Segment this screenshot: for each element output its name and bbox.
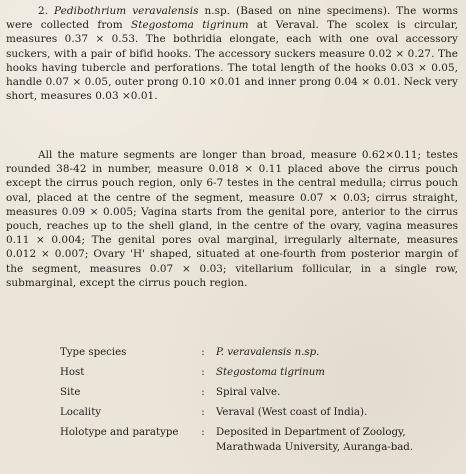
table-value-locality: Veraval (West coast of India). xyxy=(216,407,368,418)
paragraph-1 xyxy=(6,4,458,103)
table-colon: : xyxy=(201,347,205,358)
table-colon: : xyxy=(201,407,205,418)
table-row xyxy=(60,366,455,381)
type-info-table xyxy=(60,346,455,461)
table-colon: : xyxy=(201,387,205,398)
table-label-host: Host xyxy=(60,367,85,378)
table-value-type-species: P. veravalensis n.sp. xyxy=(216,347,320,358)
paragraph-1-prefix: 2. xyxy=(38,5,49,17)
table-row xyxy=(60,386,455,401)
species-name: Pedibothrium veravalensis xyxy=(54,5,199,17)
table-colon: : xyxy=(201,367,205,378)
paragraph-2: All the mature segments are longer than broad, measure 0.62×0.11; testes rounded 38-42 in number, measure 0.018 × 0.11 placed above the cirrus pouch except the cirrus pouch region, only 6-7 testes in the central medulla; cirrus pouch oval, placed at the centre of the segment, measure 0.07 × 0.03; cirrus straight, measures 0.09 × 0.005; Vagina starts from the genital pore, anterior to the cirrus pouch, reaches up to the shell gland, in the centre of the ovary, vagina measures 0.11 × 0.004; The genital pores oval marginal, irregularly alternate, measures 0.012 × 0.007; Ovary 'H' shaped, situated at one-fourth from posterior margin of the segment, measures 0.07 × 0.03; vitellarium follicular, in a single row, submarginal, except the cirrus pouch region. xyxy=(6,149,458,289)
table-value-holotype-and-paratype: Deposited in Department of Zoology, Marathwada University, Auranga-bad. xyxy=(216,427,414,453)
paragraph-1-text-b: at Veraval. The scolex is circular, measures 0.37 × 0.53. The bothridia elongate, each with one oval accessory suckers, with a pair of bifid hooks. The accessory suckers measure 0.02 × 0.27. The hooks having tubercle and perforations. The total length of the hooks 0.03 × 0.05, handle 0.07 × 0.05, outer prong 0.10 ×0.01 and inner prong 0.04 × 0.01. Neck very short, measures 0.03 ×0.01. xyxy=(6,19,458,103)
table-row xyxy=(60,426,455,455)
table-label-holotype-and-paratype: Holotype and paratype xyxy=(60,427,179,438)
host-name: Stegostoma tigrinum xyxy=(131,19,249,32)
table-row xyxy=(60,406,455,421)
table-label-type-species: Type species xyxy=(60,347,127,358)
table-value-site: Spiral valve. xyxy=(216,387,281,398)
table-label-locality: Locality xyxy=(60,407,102,418)
table-colon: : xyxy=(201,427,205,438)
table-value-host: Stegostoma tigrinum xyxy=(216,367,325,378)
table-label-site: Site xyxy=(60,387,81,398)
table-row xyxy=(60,346,455,361)
paragraph-1-text-a: n.sp. (Based on nine specimens). The worms were collected from xyxy=(6,5,458,32)
